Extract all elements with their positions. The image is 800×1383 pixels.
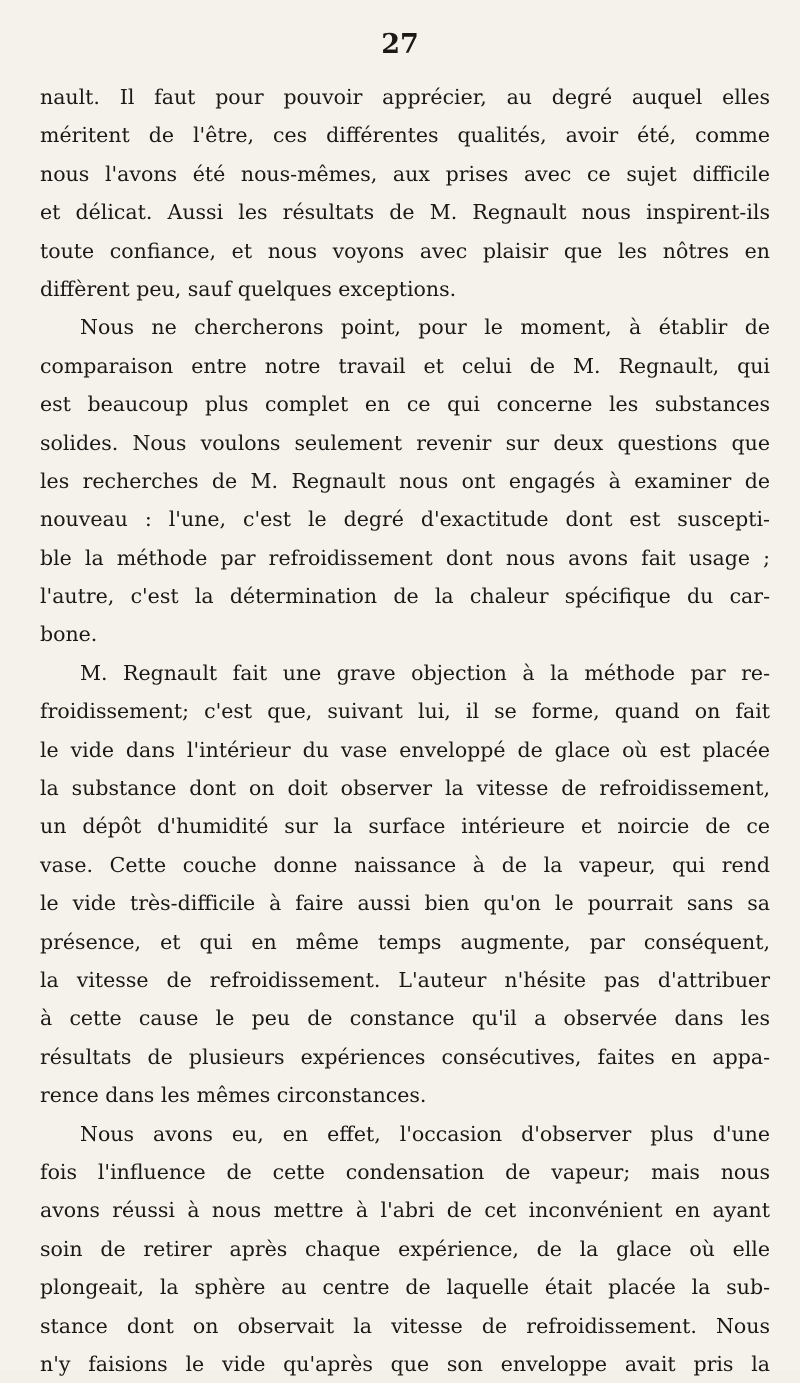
- text-line: M. Regnault fait une grave objection à la méthode par re-: [80, 660, 770, 685]
- text-line: avons réussi à nous mettre à l'abri de cet inconvénient en ayant: [40, 1198, 770, 1223]
- text-line: comparaison entre notre travail et celui de M. Regnault, qui: [40, 353, 770, 378]
- text-line: la vitesse de refroidissement. L'auteur n'hésite pas d'attribuer: [40, 967, 770, 992]
- text-line: est beaucoup plus complet en ce qui concerne les substances: [40, 392, 770, 417]
- text-line: à cette cause le peu de constance qu'il a observée dans les: [40, 1006, 770, 1031]
- text-line: l'autre, c'est la détermination de la chaleur spécifique du car-: [40, 584, 770, 609]
- text-line: résultats de plusieurs expériences consécutives, faites en appa-: [40, 1044, 770, 1069]
- text-line: solides. Nous voulons seulement revenir sur deux questions que: [40, 430, 770, 455]
- text-line: stance dont on observait la vitesse de refroidissement. Nous: [40, 1313, 770, 1338]
- text-line: méritent de l'être, ces différentes qualités, avoir été, comme: [40, 123, 770, 148]
- text-line: la substance dont on doit observer la vitesse de refroidissement,: [40, 776, 770, 801]
- text-line: diffèrent peu, sauf quelques exceptions.: [40, 276, 457, 301]
- body-text: [40, 78, 770, 1383]
- text-line: vase. Cette couche donne naissance à de la vapeur, qui rend: [40, 852, 770, 877]
- text-line: nouveau : l'une, c'est le degré d'exactitude dont est suscepti-: [40, 507, 770, 532]
- text-line: plongeait, la sphère au centre de laquelle était placée la sub-: [40, 1275, 770, 1300]
- text-line: bone.: [40, 622, 98, 647]
- text-line: ble la méthode par refroidissement dont nous avons fait usage ;: [40, 545, 770, 570]
- text-line: Nous ne chercherons point, pour le moment, à établir de: [80, 315, 770, 340]
- page-number: 27: [381, 29, 419, 60]
- text-line: nault. Il faut pour pouvoir apprécier, au degré auquel elles: [40, 85, 770, 109]
- text-line: les recherches de M. Regnault nous ont engagés à examiner de: [40, 468, 770, 493]
- text-line: n'y faisions le vide qu'après que son enveloppe avait pris la: [40, 1351, 770, 1376]
- text-line: le vide dans l'intérieur du vase enveloppé de glace où est placée: [40, 737, 770, 762]
- text-line: et délicat. Aussi les résultats de M. Regnault nous inspirent-ils: [40, 200, 770, 225]
- text-line: toute confiance, et nous voyons avec plaisir que les nôtres en: [40, 238, 770, 263]
- text-line: fois l'influence de cette condensation de vapeur; mais nous: [40, 1159, 770, 1184]
- text-line: rence dans les mêmes circonstances.: [40, 1083, 427, 1108]
- text-line: présence, et qui en même temps augmente, par conséquent,: [40, 929, 770, 954]
- text-line: un dépôt d'humidité sur la surface intérieure et noircie de ce: [40, 814, 770, 839]
- text-line: nous l'avons été nous-mêmes, aux prises avec ce sujet difficile: [40, 161, 770, 186]
- text-line: froidissement; c'est que, suivant lui, il se forme, quand on fait: [40, 699, 770, 724]
- text-line: Nous avons eu, en effet, l'occasion d'observer plus d'une: [80, 1121, 770, 1146]
- text-line: le vide très-difficile à faire aussi bien qu'on le pourrait sans sa: [40, 891, 770, 916]
- text-line: soin de retirer après chaque expérience, de la glace où elle: [40, 1236, 770, 1261]
